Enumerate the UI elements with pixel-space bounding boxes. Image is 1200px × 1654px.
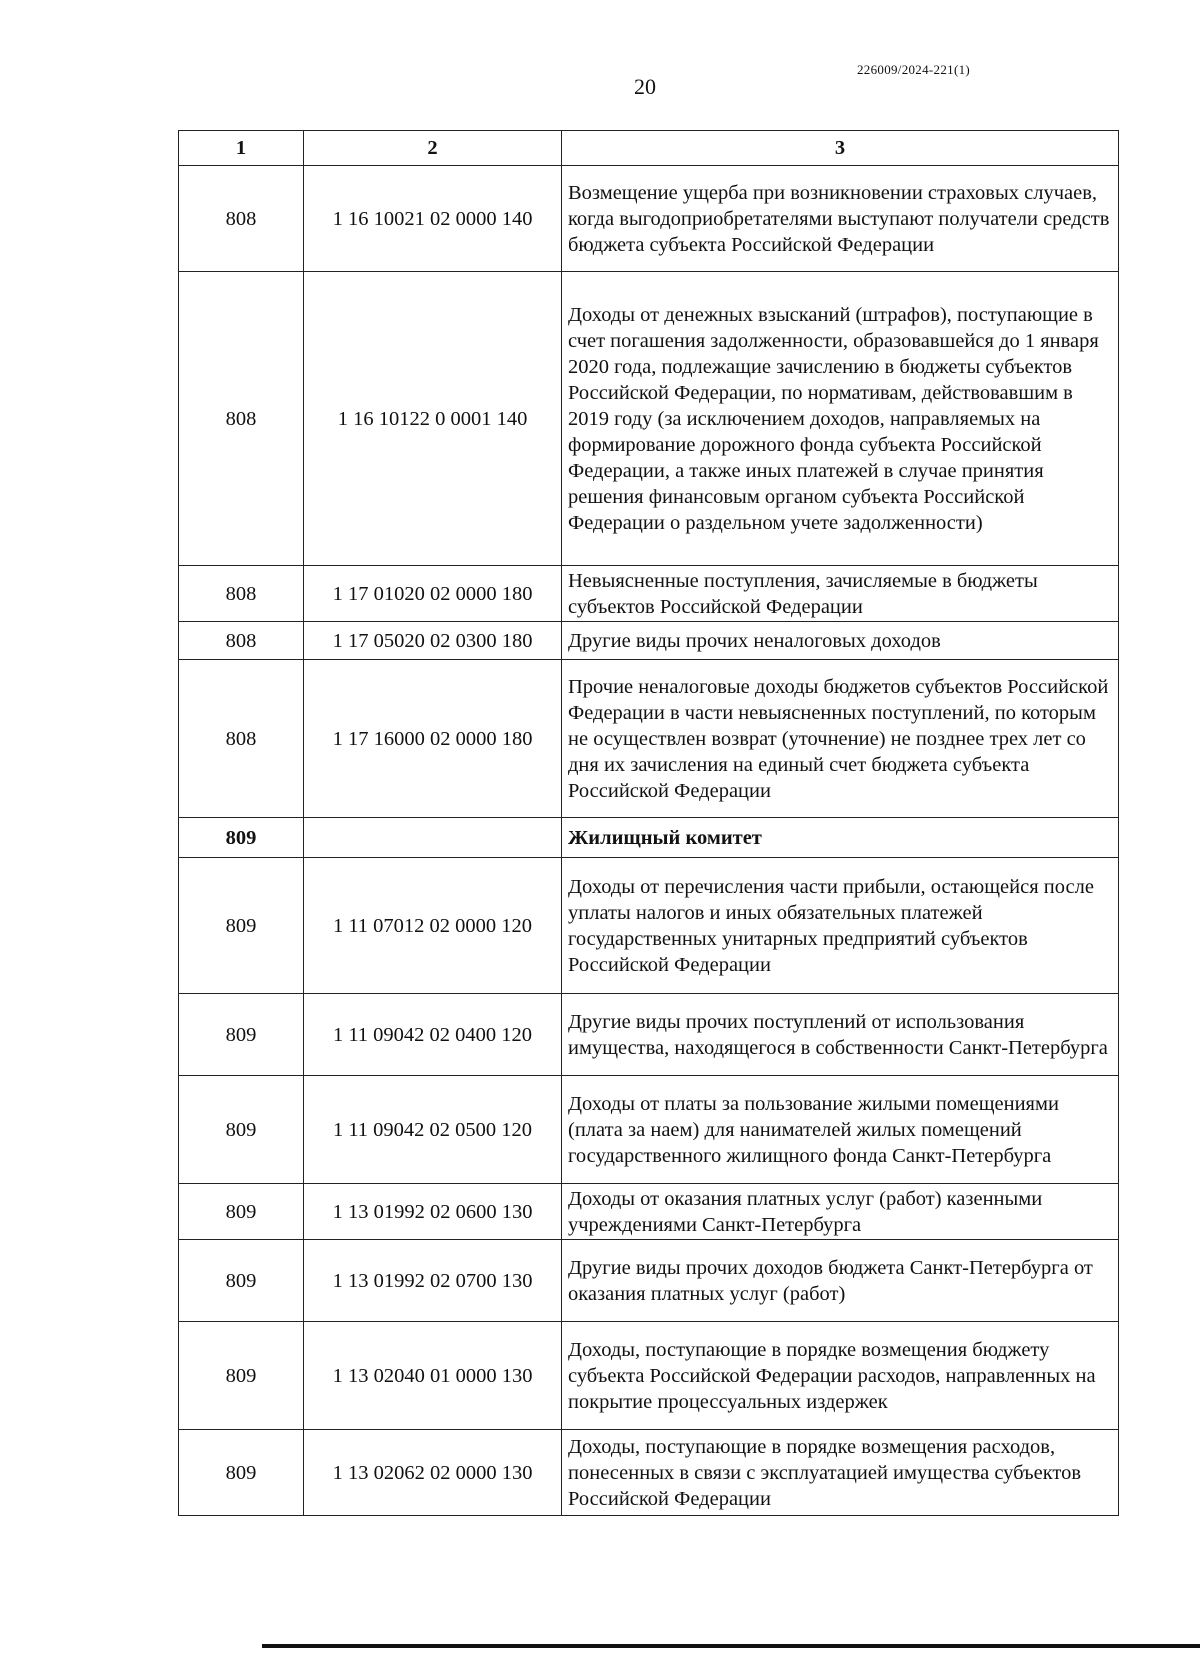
table-row <box>179 1076 1119 1184</box>
revenue-code-cell: 1 13 02062 02 0000 130 <box>304 1430 562 1516</box>
revenue-name-cell: Доходы, поступающие в порядке возмещения бюджету субъекта Российской Федерации расходов, направленных на покрытие процессуальных издержек <box>562 1322 1119 1430</box>
admin-code-cell: 809 <box>179 1076 304 1184</box>
section-title-cell: Жилищный комитет <box>562 818 1119 858</box>
table-row <box>179 1184 1119 1240</box>
admin-code-cell: 808 <box>179 566 304 622</box>
page-number: 20 <box>634 74 656 99</box>
admin-code-cell: 809 <box>179 1184 304 1240</box>
admin-code-cell: 809 <box>179 1240 304 1322</box>
revenue-name-cell: Доходы от оказания платных услуг (работ) казенными учреждениями Санкт-Петербурга <box>562 1184 1119 1240</box>
admin-code-cell: 808 <box>179 622 304 660</box>
table-row <box>179 660 1119 818</box>
revenue-name-cell: Возмещение ущерба при возникновении страховых случаев, когда выгодоприобретателями выступают получатели средств бюджета субъекта Российской Федерации <box>562 166 1119 272</box>
section-row-housing-committee <box>179 818 1119 858</box>
table-row <box>179 994 1119 1076</box>
revenue-name-cell: Другие виды прочих поступлений от использования имущества, находящегося в собственности Санкт-Петербурга <box>562 994 1119 1076</box>
revenue-code-cell: 1 16 10122 0 0001 140 <box>304 272 562 566</box>
revenue-name-cell: Доходы, поступающие в порядке возмещения расходов, понесенных в связи с эксплуатацией имущества субъектов Российской Федерации <box>562 1430 1119 1516</box>
admin-code-cell: 809 <box>179 858 304 994</box>
table-row <box>179 1430 1119 1516</box>
admin-code-cell: 808 <box>179 660 304 818</box>
bottom-scan-edge <box>262 1644 1200 1648</box>
document-code: 226009/2024-221(1) <box>857 62 970 77</box>
admin-code-cell: 808 <box>179 166 304 272</box>
admin-code-cell: 809 <box>179 994 304 1076</box>
table-row <box>179 566 1119 622</box>
table-header-row <box>179 131 1119 166</box>
revenue-code-cell: 1 11 09042 02 0400 120 <box>304 994 562 1076</box>
admin-code-cell: 809 <box>179 818 304 858</box>
revenue-code-cell: 1 11 07012 02 0000 120 <box>304 858 562 994</box>
table-row <box>179 622 1119 660</box>
revenue-name-cell: Доходы от платы за пользование жилыми помещениями (плата за наем) для нанимателей жилых помещений государственного жилищного фонда Санкт-Петербурга <box>562 1076 1119 1184</box>
revenue-code-cell: 1 11 09042 02 0500 120 <box>304 1076 562 1184</box>
revenue-code-cell: 1 17 01020 02 0000 180 <box>304 566 562 622</box>
column-header: 1 <box>179 131 304 166</box>
revenue-name-cell: Другие виды прочих неналоговых доходов <box>562 622 1119 660</box>
revenue-code-cell: 1 13 01992 02 0700 130 <box>304 1240 562 1322</box>
revenue-code-cell: 1 16 10021 02 0000 140 <box>304 166 562 272</box>
table-row <box>179 858 1119 994</box>
table-row <box>179 1322 1119 1430</box>
revenue-code-cell <box>304 818 562 858</box>
column-header: 2 <box>304 131 562 166</box>
revenue-codes-table <box>178 130 1119 1516</box>
revenue-name-cell: Прочие неналоговые доходы бюджетов субъектов Российской Федерации в части невыясненных поступлений, по которым не осуществлен возврат (уточнение) не позднее трех лет со дня их зачисления на единый счет бюджета субъекта Российской Федерации <box>562 660 1119 818</box>
table-row <box>179 1240 1119 1322</box>
revenue-name-cell: Невыясненные поступления, зачисляемые в бюджеты субъектов Российской Федерации <box>562 566 1119 622</box>
revenue-code-cell: 1 17 16000 02 0000 180 <box>304 660 562 818</box>
revenue-code-cell: 1 13 02040 01 0000 130 <box>304 1322 562 1430</box>
revenue-name-cell: Доходы от перечисления части прибыли, остающейся после уплаты налогов и иных обязательных платежей государственных унитарных предприятий субъектов Российской Федерации <box>562 858 1119 994</box>
revenue-name-cell: Доходы от денежных взысканий (штрафов), поступающие в счет погашения задолженности, образовавшейся до 1 января 2020 года, подлежащие зачислению в бюджеты субъектов Российской Федерации, по нормативам, действовавшим в 2019 году (за исключением доходов, направляемых на формирование дорожного фонда субъекта Российской Федерации, а также иных платежей в случае принятия решения финансовым органом субъекта Российской Федерации о раздельном учете задолженности) <box>562 272 1119 566</box>
revenue-name-cell: Другие виды прочих доходов бюджета Санкт-Петербурга от оказания платных услуг (работ) <box>562 1240 1119 1322</box>
revenue-code-cell: 1 17 05020 02 0300 180 <box>304 622 562 660</box>
admin-code-cell: 809 <box>179 1322 304 1430</box>
column-header: 3 <box>562 131 1119 166</box>
admin-code-cell: 809 <box>179 1430 304 1516</box>
table-row <box>179 166 1119 272</box>
admin-code-cell: 808 <box>179 272 304 566</box>
table-row <box>179 272 1119 566</box>
revenue-code-cell: 1 13 01992 02 0600 130 <box>304 1184 562 1240</box>
